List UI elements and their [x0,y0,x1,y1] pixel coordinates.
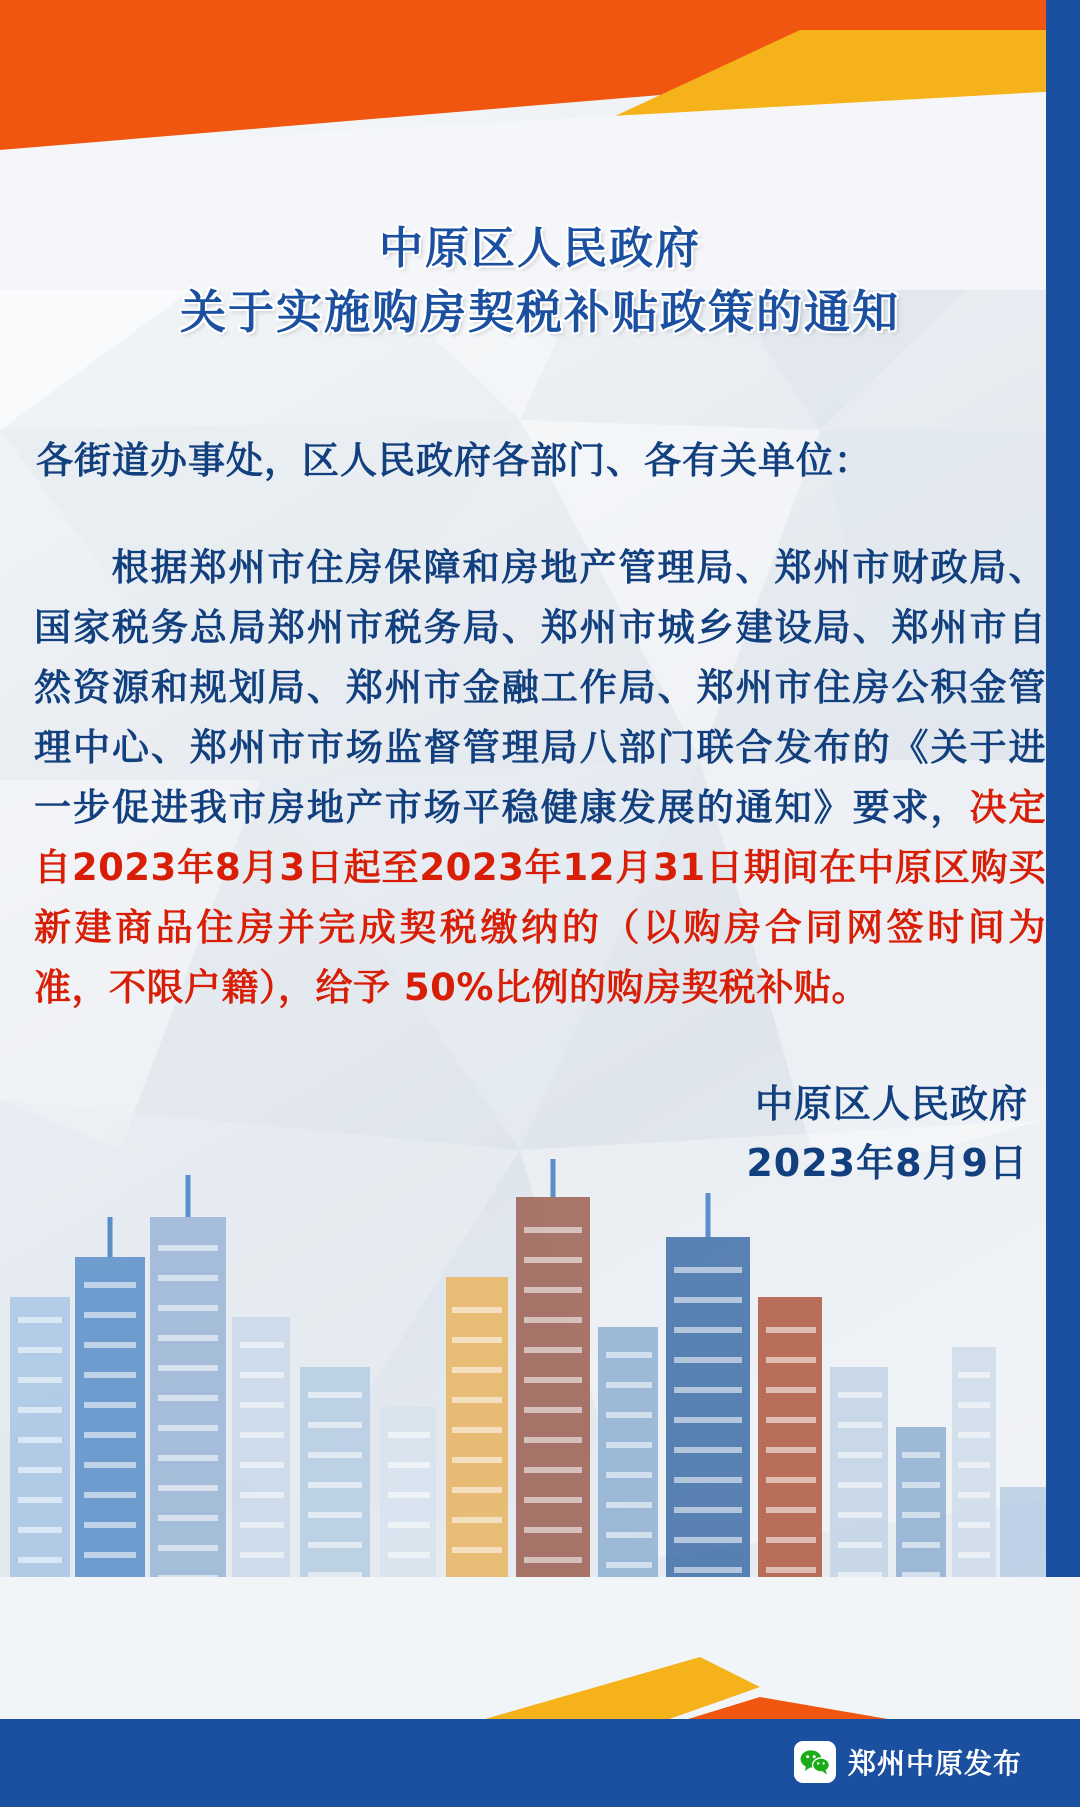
wechat-icon [794,1741,836,1783]
signature-date: 2023年8月9日 [746,1140,1028,1185]
body-paragraph [34,538,1046,1018]
title-line-2: 关于实施购房契税补贴政策的通知 [180,285,900,340]
wechat-account[interactable] [794,1741,1022,1783]
body-part-1: 根据郑州市住房保障和房地产管理局、郑州市财政局、国家税务总局郑州市税务局、郑州市城乡建设局、郑州市自然资源和规划局、郑州市金融工作局、郑州市住房公积金管理中心、郑州市市场监督管理局八部门联合发布的《关于进一步促进我市房地产市场平稳健康发展的通知》要求， [34,546,1046,829]
account-name-label: 郑州中原发布 [847,1747,1022,1780]
signature-block [746,1075,1028,1193]
page-title [0,218,1080,346]
body-highlight: 决定自2023年8月3日起至2023年12月31日期间在中原区购买新建商品住房并完成契税缴纳的（以购房合同网签时间为准，不限户籍），给予 50%比例的购房契税补贴。 [34,785,1047,1009]
salutation-text: 各街道办事处，区人民政府各部门、各有关单位： [36,439,872,482]
title-line-1: 中原区人民政府 [379,223,701,274]
signer-name: 中原区人民政府 [754,1082,1028,1126]
